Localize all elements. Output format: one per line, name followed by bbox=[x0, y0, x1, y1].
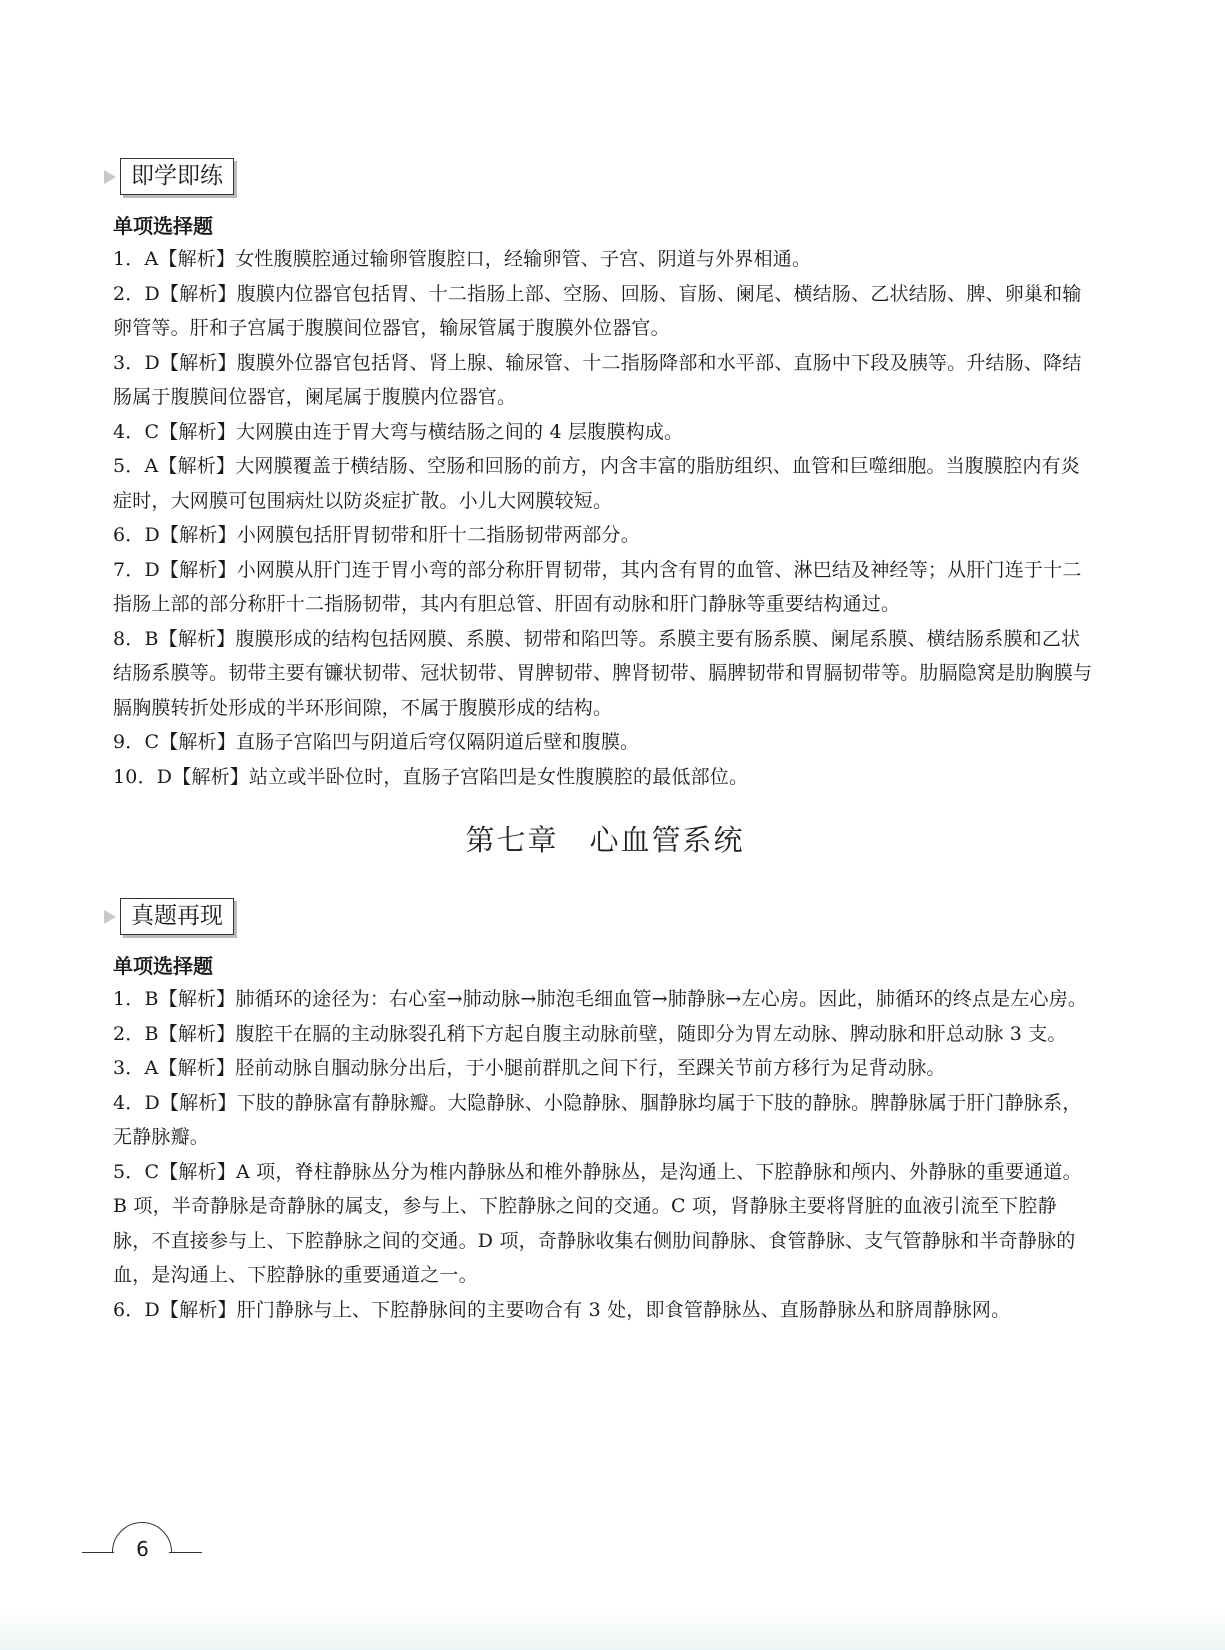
section-heading-past-exams bbox=[104, 898, 234, 935]
answer-item: 1．A【解析】女性腹膜腔通过输卵管腹腔口，经输卵管、子宫、阴道与外界相通。 bbox=[113, 248, 812, 270]
answer-item: 2．B【解析】腹腔干在膈的主动脉裂孔稍下方起自腹主动脉前壁，随即分为胃左动脉、脾动脉和肝总动脉 3 支。 bbox=[113, 1022, 1067, 1045]
triangle-arrow-icon bbox=[104, 170, 116, 184]
page-number-badge bbox=[82, 1518, 202, 1568]
page-number-rule-left bbox=[82, 1552, 114, 1553]
answer-item: 9．C【解析】直肠子宫陷凹与阴道后穹仅隔阴道后壁和腹膜。 bbox=[113, 731, 640, 753]
answer-item: 5．C【解析】A 项，脊柱静脉丛分为椎内静脉丛和椎外静脉丛，是沟通上、下腔静脉和颅内、外静脉的重要通道。B 项，半奇静脉是奇静脉的属支，参与上、下腔静脉之间的交通。C 项，肾静脉主要将肾脏的血液引流至下腔静脉，不直接参与上、下腔静脉之间的交通。D 项，奇静脉收集右侧肋间静脉、食管静脉、支气管静脉和半奇静脉的血，是沟通上、下腔静脉的重要通道之一。 bbox=[113, 1160, 1082, 1286]
answer-item: 1．B【解析】肺循环的途径为：右心室→肺动脉→肺泡毛细血管→肺静脉→左心房。因此，肺循环的终点是左心房。 bbox=[113, 988, 1088, 1010]
chapter-title: 第七章 心血管系统 bbox=[465, 823, 745, 857]
section-subheading: 单项选择题 bbox=[113, 954, 213, 978]
answer-item: 6．D【解析】肝门静脉与上、下腔静脉间的主要吻合有 3 处，即食管静脉丛、直肠静脉丛和脐周静脉网。 bbox=[113, 1298, 1011, 1321]
answer-item: 7．D【解析】小网膜从肝门连于胃小弯的部分称肝胃韧带，其内含有胃的血管、淋巴结及神经等；从肝门连于十二指肠上部的部分称肝十二指肠韧带，其内有胆总管、肝固有动脉和肝门静脉等重要结构通过。 bbox=[113, 558, 1082, 615]
answer-item: 4．D【解析】下肢的静脉富有静脉瓣。大隐静脉、小隐静脉、腘静脉均属于下肢的静脉。脾静脉属于肝门静脉系，无静脉瓣。 bbox=[113, 1091, 1082, 1148]
section-subheading: 单项选择题 bbox=[113, 214, 213, 238]
answer-list-section1 bbox=[113, 242, 1095, 794]
answer-item: 6．D【解析】小网膜包括肝胃韧带和肝十二指肠韧带两部分。 bbox=[113, 524, 640, 546]
footer-decoration bbox=[0, 1610, 1225, 1650]
section-heading-label: 真题再现 bbox=[120, 898, 234, 935]
answer-item: 5．A【解析】大网膜覆盖于横结肠、空肠和回肠的前方，内含丰富的脂肪组织、血管和巨噬细胞。当腹膜腔内有炎症时，大网膜可包围病灶以防炎症扩散。小儿大网膜较短。 bbox=[113, 455, 1081, 512]
answer-item: 4．C【解析】大网膜由连于胃大弯与横结肠之间的 4 层腹膜构成。 bbox=[113, 420, 684, 443]
page-number: 6 bbox=[136, 1537, 149, 1561]
page-number-rule-right bbox=[169, 1552, 202, 1553]
answer-item: 3．D【解析】腹膜外位器官包括肾、肾上腺、输尿管、十二指肠降部和水平部、直肠中下段及胰等。升结肠、降结肠属于腹膜间位器官，阑尾属于腹膜内位器官。 bbox=[113, 351, 1082, 408]
section-heading-practice bbox=[104, 158, 234, 195]
answer-list-section2 bbox=[113, 982, 1095, 1327]
triangle-arrow-icon bbox=[104, 910, 116, 924]
section-heading-label: 即学即练 bbox=[120, 158, 234, 195]
answer-item: 3．A【解析】胫前动脉自腘动脉分出后，于小腿前群肌之间下行，至踝关节前方移行为足背动脉。 bbox=[113, 1057, 946, 1079]
answer-item: 2．D【解析】腹膜内位器官包括胃、十二指肠上部、空肠、回肠、盲肠、阑尾、横结肠、乙状结肠、脾、卵巢和输卵管等。肝和子宫属于腹膜间位器官，输尿管属于腹膜外位器官。 bbox=[113, 282, 1082, 339]
answer-item: 10．D【解析】站立或半卧位时，直肠子宫陷凹是女性腹膜腔的最低部位。 bbox=[113, 765, 749, 788]
answer-item: 8．B【解析】腹膜形成的结构包括网膜、系膜、韧带和陷凹等。系膜主要有肠系膜、阑尾系膜、横结肠系膜和乙状结肠系膜等。韧带主要有镰状韧带、冠状韧带、胃脾韧带、脾肾韧带、膈脾韧带和胃膈韧带等。肋膈隐窝是肋胸膜与膈胸膜转折处形成的半环形间隙，不属于腹膜形成的结构。 bbox=[113, 627, 1093, 719]
